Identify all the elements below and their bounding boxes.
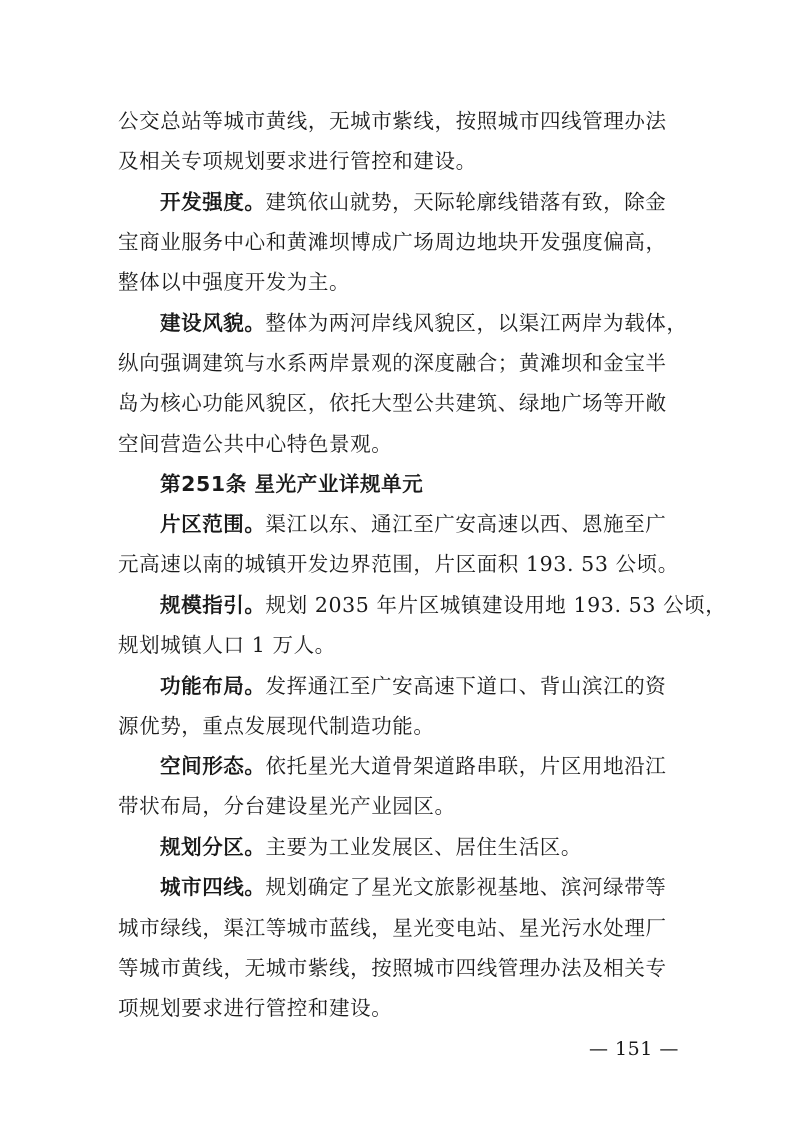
text-span: 渠江以东、通江至广安高速以西、恩施至广 bbox=[265, 512, 667, 536]
paragraph-first-line bbox=[160, 510, 678, 538]
text-span: 主要为工业发展区、居住生活区。 bbox=[265, 835, 582, 859]
text-span: 建筑依山就势，天际轮廓线错落有致，除金 bbox=[265, 190, 667, 214]
section-heading: 建设风貌。 bbox=[160, 311, 266, 335]
text-line: 元高速以南的城镇开发边界范围，片区面积 193. 53 公顷。 bbox=[118, 552, 679, 576]
section-heading: 城市四线。 bbox=[160, 875, 266, 899]
page-number: — 151 — bbox=[589, 1038, 679, 1060]
text-line: 宝商业服务中心和黄滩坝博成广场周边地块开发强度偏高， bbox=[118, 230, 667, 254]
section-heading: 开发强度。 bbox=[160, 190, 266, 214]
article-heading: 第251条 星光产业详规单元 bbox=[160, 472, 424, 496]
paragraph-first-line bbox=[160, 833, 678, 861]
section-heading: 功能布局。 bbox=[160, 674, 266, 698]
text-line: 纵向强调建筑与水系两岸景观的深度融合；黄滩坝和金宝半 bbox=[118, 351, 667, 375]
section-heading: 规划分区。 bbox=[160, 835, 266, 859]
paragraph-first-line bbox=[160, 309, 688, 337]
text-line: 项规划要求进行管控和建设。 bbox=[118, 996, 393, 1020]
text-span: 依托星光大道骨架道路串联，片区用地沿江 bbox=[265, 754, 667, 778]
section-heading: 空间形态。 bbox=[160, 754, 266, 778]
text-span: 规划确定了星光文旅影视基地、滨河绿带等 bbox=[265, 875, 667, 899]
text-span: 发挥通江至广安高速下道口、背山滨江的资 bbox=[265, 674, 667, 698]
paragraph-first-line bbox=[160, 672, 678, 700]
paragraph-first-line bbox=[160, 188, 678, 216]
text-line: 规划城镇人口 1 万人。 bbox=[118, 633, 336, 657]
text-span: 规划 2035 年片区城镇建设用地 193. 53 公顷， bbox=[265, 593, 727, 617]
text-span: 整体为两河岸线风貌区，以渠江两岸为载体， bbox=[265, 311, 688, 335]
text-line: 公交总站等城市黄线，无城市紫线，按照城市四线管理办法 bbox=[118, 109, 667, 133]
text-line: 源优势，重点发展现代制造功能。 bbox=[118, 714, 435, 738]
section-heading: 规模指引。 bbox=[160, 593, 266, 617]
text-line: 等城市黄线，无城市紫线，按照城市四线管理办法及相关专 bbox=[118, 956, 667, 980]
paragraph-first-line bbox=[160, 873, 678, 901]
paragraph-first-line bbox=[160, 752, 678, 780]
text-line: 岛为核心功能风貌区，依托大型公共建筑、绿地广场等开敞 bbox=[118, 391, 667, 415]
text-line: 带状布局，分台建设星光产业园区。 bbox=[118, 794, 456, 818]
section-heading: 片区范围。 bbox=[160, 512, 266, 536]
text-line: 整体以中强度开发为主。 bbox=[118, 270, 351, 294]
text-line: 空间营造公共中心特色景观。 bbox=[118, 432, 393, 456]
paragraph-first-line bbox=[160, 591, 727, 619]
text-line: 及相关专项规划要求进行管控和建设。 bbox=[118, 149, 477, 173]
text-line: 城市绿线，渠江等城市蓝线，星光变电站、星光污水处理厂 bbox=[118, 916, 667, 940]
